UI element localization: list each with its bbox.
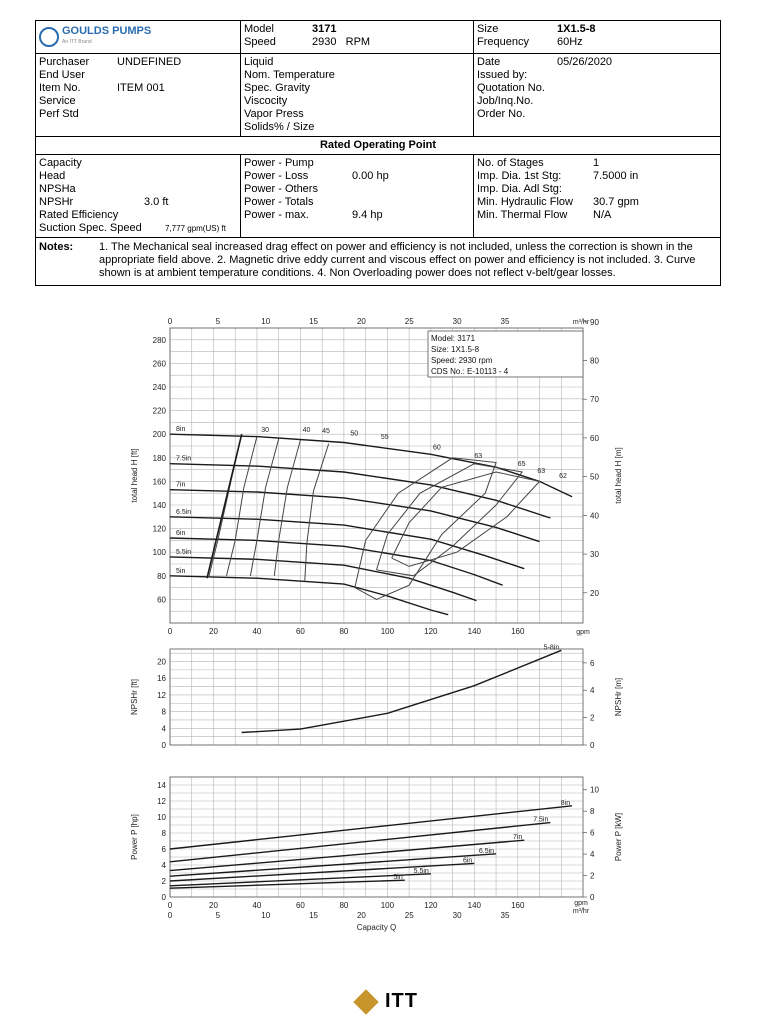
head-efficiency-label: 55	[380, 433, 389, 441]
head-x-tick-label: 120	[424, 627, 438, 636]
power-series-label: 7.5in	[533, 816, 549, 824]
head-y-right-tick-label: 30	[590, 550, 599, 560]
power-x-unit-gpm: gpm	[574, 900, 588, 907]
rated-efficiency-label: Rated Efficiency	[39, 209, 119, 221]
power-x-tick-label: 160	[511, 901, 525, 910]
power-x-tick-label: 80	[339, 901, 349, 910]
item-label: Item No.	[39, 82, 81, 94]
logo-text: GOULDS PUMPS	[62, 24, 152, 37]
nom-temp-label: Nom. Temperature	[244, 69, 335, 81]
npshr-series-label: 5-8in	[543, 644, 560, 652]
stages-label: No. of Stages	[477, 157, 544, 169]
vapor-press-label: Vapor Press	[244, 108, 304, 120]
npshr-value: 3.0 ft	[144, 196, 169, 208]
head-x-unit: gpm	[576, 629, 590, 636]
head-y-tick-label: 100	[152, 548, 166, 558]
itt-brand-text: ITT	[385, 990, 418, 1012]
head-efficiency-label: 60	[433, 444, 441, 452]
power-series-label: 8in	[560, 799, 571, 807]
head-efficiency-label: 63	[537, 468, 546, 476]
head-efficiency-label: 62	[559, 472, 567, 480]
head-y-tick-label: 260	[152, 359, 166, 369]
head-x-tick-label: 0	[167, 627, 173, 636]
npshr-y-right-tick-label: 2	[590, 713, 595, 723]
head-y-tick-label: 240	[152, 383, 166, 392]
power-x-axis-label: Capacity Q	[356, 923, 397, 932]
power-x-tick-label: 100	[380, 901, 395, 910]
size-label: Size	[477, 23, 499, 35]
head-x-metric-unit: m³/hr	[572, 319, 590, 326]
head-y-right-tick-label: 40	[590, 511, 599, 521]
issued-by-label: Issued by:	[477, 69, 528, 81]
power-y-tick-label: 0	[161, 893, 166, 902]
min-hydraulic-label: Min. Hydraulic Flow	[477, 196, 573, 208]
power-x-tick-label: 60	[295, 901, 305, 910]
frequency-value: 60Hz	[557, 36, 583, 48]
head-y-tick-label: 160	[152, 477, 166, 487]
power-pump-label: Power - Pump	[244, 157, 314, 169]
head-efficiency-contour	[274, 440, 300, 576]
perf-std-label: Perf Std	[39, 108, 79, 120]
solids-label: Solids% / Size	[244, 121, 315, 133]
power-y-tick-label: 6	[161, 845, 166, 854]
job-label: Job/Inq.No.	[477, 95, 534, 107]
imp-dia-1-value: 7.5000 in	[593, 170, 639, 182]
npshr-y-axis-label: NPSHr [ft]	[130, 678, 139, 716]
min-hydraulic-value: 30.7 gpm	[593, 196, 639, 208]
head-min-flow-line	[207, 434, 242, 578]
power-y-tick-label: 4	[161, 861, 166, 870]
power-x-metric-tick-label: 0	[167, 911, 173, 920]
power-others-label: Power - Others	[244, 183, 318, 195]
head-x-metric-tick-label: 15	[309, 317, 319, 326]
power-y-right-tick-label: 6	[590, 828, 595, 838]
stages-value: 1	[593, 157, 600, 169]
head-efficiency-label: 30	[261, 426, 270, 434]
power-loss-label: Power - Loss	[244, 170, 309, 182]
speed-unit: RPM	[345, 36, 371, 48]
power-max-label: Power - max.	[244, 209, 309, 221]
head-x-tick-label: 140	[467, 627, 481, 636]
npshr-y-tick-label: 20	[157, 657, 166, 667]
service-label: Service	[39, 95, 76, 107]
power-x-metric-tick-label: 15	[309, 911, 319, 920]
rated-operating-point-title: Rated Operating Point	[319, 139, 437, 151]
power-series-label: 6.5in	[478, 847, 495, 855]
npshr-y-tick-label: 4	[161, 724, 166, 734]
npshr-y-tick-label: 16	[157, 674, 166, 684]
min-thermal-value: N/A	[593, 209, 612, 221]
npshr-y-right-tick-label: 0	[590, 741, 595, 750]
power-series-label: 6in	[462, 857, 473, 865]
head-x-metric-tick-label: 30	[452, 317, 462, 326]
power-y-tick-label: 14	[157, 781, 166, 790]
head-x-tick-label: 80	[339, 627, 349, 636]
power-y-right-tick-label: 4	[590, 850, 595, 860]
power-x-tick-label: 20	[209, 901, 218, 910]
power-series-label: 5in	[393, 874, 403, 882]
head-x-metric-tick-label: 0	[167, 317, 173, 326]
power-x-tick-label: 120	[424, 901, 438, 910]
head-y-right-tick-label: 50	[590, 472, 599, 482]
model-value: 3171	[312, 23, 337, 35]
head-x-metric-tick-label: 10	[261, 317, 271, 326]
head-y-tick-label: 180	[152, 453, 166, 463]
power-y-right-axis-label: Power P [kW]	[614, 812, 623, 862]
quotation-label: Quotation No.	[477, 82, 545, 94]
imp-dia-1-label: Imp. Dia. 1st Stg:	[477, 170, 562, 182]
npshr-y-tick-label: 12	[157, 690, 166, 700]
head-x-metric-tick-label: 20	[356, 317, 366, 326]
power-x-metric-tick-label: 20	[356, 911, 366, 920]
head-x-tick-label: 160	[511, 627, 525, 636]
power-x-unit-m3: m³/hr	[572, 908, 590, 915]
head-label: Head	[39, 170, 66, 182]
suction-label: Suction Spec. Speed	[39, 222, 142, 234]
capacity-label: Capacity	[39, 157, 82, 169]
min-thermal-label: Min. Thermal Flow	[477, 209, 568, 221]
date-label: Date	[477, 56, 501, 68]
head-infobox-line: Size: 1X1.5-8	[431, 345, 480, 354]
power-x-metric-tick-label: 35	[500, 911, 510, 920]
head-series-label: 6in	[176, 530, 186, 538]
head-y-tick-label: 60	[157, 595, 166, 605]
order-label: Order No.	[477, 108, 526, 120]
imp-dia-adl-label: Imp. Dia. Adl Stg:	[477, 183, 562, 195]
itt-logo-icon	[353, 989, 378, 1014]
power-y-right-tick-label: 10	[590, 785, 599, 795]
head-y-tick-label: 220	[152, 406, 166, 416]
head-efficiency-contour	[227, 437, 257, 576]
notes-text: 1. The Mechanical seal increased drag effect on power and efficiency is not included, unless the correction is shown in the appropriate field above. 2. Magnetic drive eddy current and viscous effect on power and efficiency is not included. 3. Curve shown is at ambient temperature conditions. 4. Non Overloading power does not reflect v-belt/gear losses.	[99, 241, 696, 279]
npshr-y-right-tick-label: 4	[590, 686, 595, 696]
viscosity-label: Viscocity	[244, 95, 288, 107]
head-y-tick-label: 280	[152, 335, 166, 345]
head-x-metric-tick-label: 25	[404, 317, 414, 326]
head-y-tick-label: 120	[152, 524, 166, 534]
npshr-frame	[170, 649, 583, 745]
head-y-right-tick-label: 60	[590, 433, 599, 443]
head-y-right-tick-label: 80	[590, 356, 599, 366]
npshr-y-right-tick-label: 6	[590, 658, 595, 668]
head-x-tick-label: 100	[380, 627, 395, 636]
power-x-metric-tick-label: 25	[404, 911, 414, 920]
power-x-tick-label: 140	[467, 901, 481, 910]
power-y-right-tick-label: 2	[590, 871, 595, 881]
suction-value: 7,777 gpm(US) ft	[165, 224, 226, 233]
power-x-metric-tick-label: 5	[215, 911, 221, 920]
head-series-6_5in	[170, 517, 524, 569]
head-y-right-axis-label: total head H [m]	[614, 447, 623, 504]
power-x-metric-tick-label: 30	[452, 911, 462, 920]
head-series-label: 5.5in	[176, 548, 192, 556]
power-y-tick-label: 8	[161, 829, 166, 838]
notes-label: Notes:	[39, 241, 74, 253]
head-series-label: 5in	[176, 567, 186, 575]
power-x-tick-label: 40	[252, 901, 262, 910]
head-efficiency-contour	[250, 439, 278, 576]
power-y-tick-label: 12	[157, 797, 166, 806]
speed-value: 2930	[312, 36, 337, 48]
power-y-right-tick-label: 8	[590, 807, 595, 817]
head-y-right-tick-label: 70	[590, 395, 599, 405]
npshr-y-right-axis-label: NPSHr [m]	[614, 677, 623, 717]
power-loss-value: 0.00 hp	[352, 170, 389, 182]
head-series-5in	[170, 576, 448, 615]
power-series-label: 5.5in	[413, 867, 429, 875]
power-max-value: 9.4 hp	[352, 209, 383, 221]
head-series-label: 7in	[176, 481, 186, 489]
power-x-tick-label: 0	[167, 901, 173, 910]
head-series-label: 8in	[176, 426, 186, 434]
head-y-tick-label: 200	[152, 430, 166, 440]
head-x-tick-label: 60	[295, 627, 305, 636]
end-user-label: End User	[39, 69, 85, 81]
head-efficiency-contour	[305, 444, 329, 581]
npshr-label: NPSHr	[39, 196, 74, 208]
head-x-tick-label: 20	[209, 627, 218, 636]
power-y-tick-label: 2	[161, 877, 166, 886]
head-efficiency-label: 50	[350, 430, 359, 438]
frequency-label: Frequency	[477, 36, 529, 48]
power-y-right-tick-label: 0	[590, 893, 595, 902]
head-infobox-line: CDS No.: E-10113 - 4	[431, 367, 509, 376]
head-x-tick-label: 40	[252, 627, 262, 636]
head-efficiency-label: 65	[517, 461, 526, 469]
power-y-tick-label: 10	[157, 813, 166, 822]
power-series-8in	[170, 806, 572, 849]
head-x-metric-tick-label: 5	[215, 317, 221, 326]
size-value: 1X1.5-8	[557, 23, 596, 35]
npshr-y-tick-label: 0	[161, 741, 166, 750]
power-series-label: 7in	[512, 834, 523, 842]
head-y-right-tick-label: 90	[590, 317, 599, 327]
head-y-tick-label: 140	[152, 501, 166, 510]
liquid-label: Liquid	[244, 56, 274, 68]
power-totals-label: Power - Totals	[244, 196, 314, 208]
itt-footer-logo	[357, 990, 418, 1013]
head-efficiency-label: 40	[302, 426, 311, 434]
head-y-tick-label: 80	[157, 571, 166, 581]
head-series-label: 6.5in	[176, 508, 192, 516]
date-value: 05/26/2020	[557, 56, 613, 68]
purchaser-value: UNDEFINED	[117, 56, 182, 68]
head-series-label: 7.5in	[176, 455, 192, 463]
model-label: Model	[244, 23, 274, 35]
head-infobox-line: Model: 3171	[431, 334, 476, 343]
speed-label: Speed	[244, 36, 276, 48]
head-efficiency-label: 63	[474, 452, 483, 460]
power-x-metric-tick-label: 10	[261, 911, 271, 920]
head-efficiency-label: 45	[322, 428, 330, 436]
item-value: ITEM 001	[117, 82, 165, 94]
spec-gravity-label: Spec. Gravity	[244, 82, 311, 94]
power-y-axis-label: Power P [hp]	[130, 814, 139, 860]
head-infobox-line: Speed: 2930 rpm	[431, 356, 493, 365]
npsha-label: NPSHa	[39, 183, 76, 195]
logo-subtext: An ITT Brand	[62, 38, 92, 45]
head-y-right-tick-label: 20	[590, 588, 599, 598]
npshr-y-tick-label: 8	[161, 707, 166, 717]
head-x-metric-tick-label: 35	[500, 317, 510, 326]
purchaser-label: Purchaser	[39, 56, 90, 68]
head-y-axis-label: total head H [ft]	[130, 448, 139, 503]
